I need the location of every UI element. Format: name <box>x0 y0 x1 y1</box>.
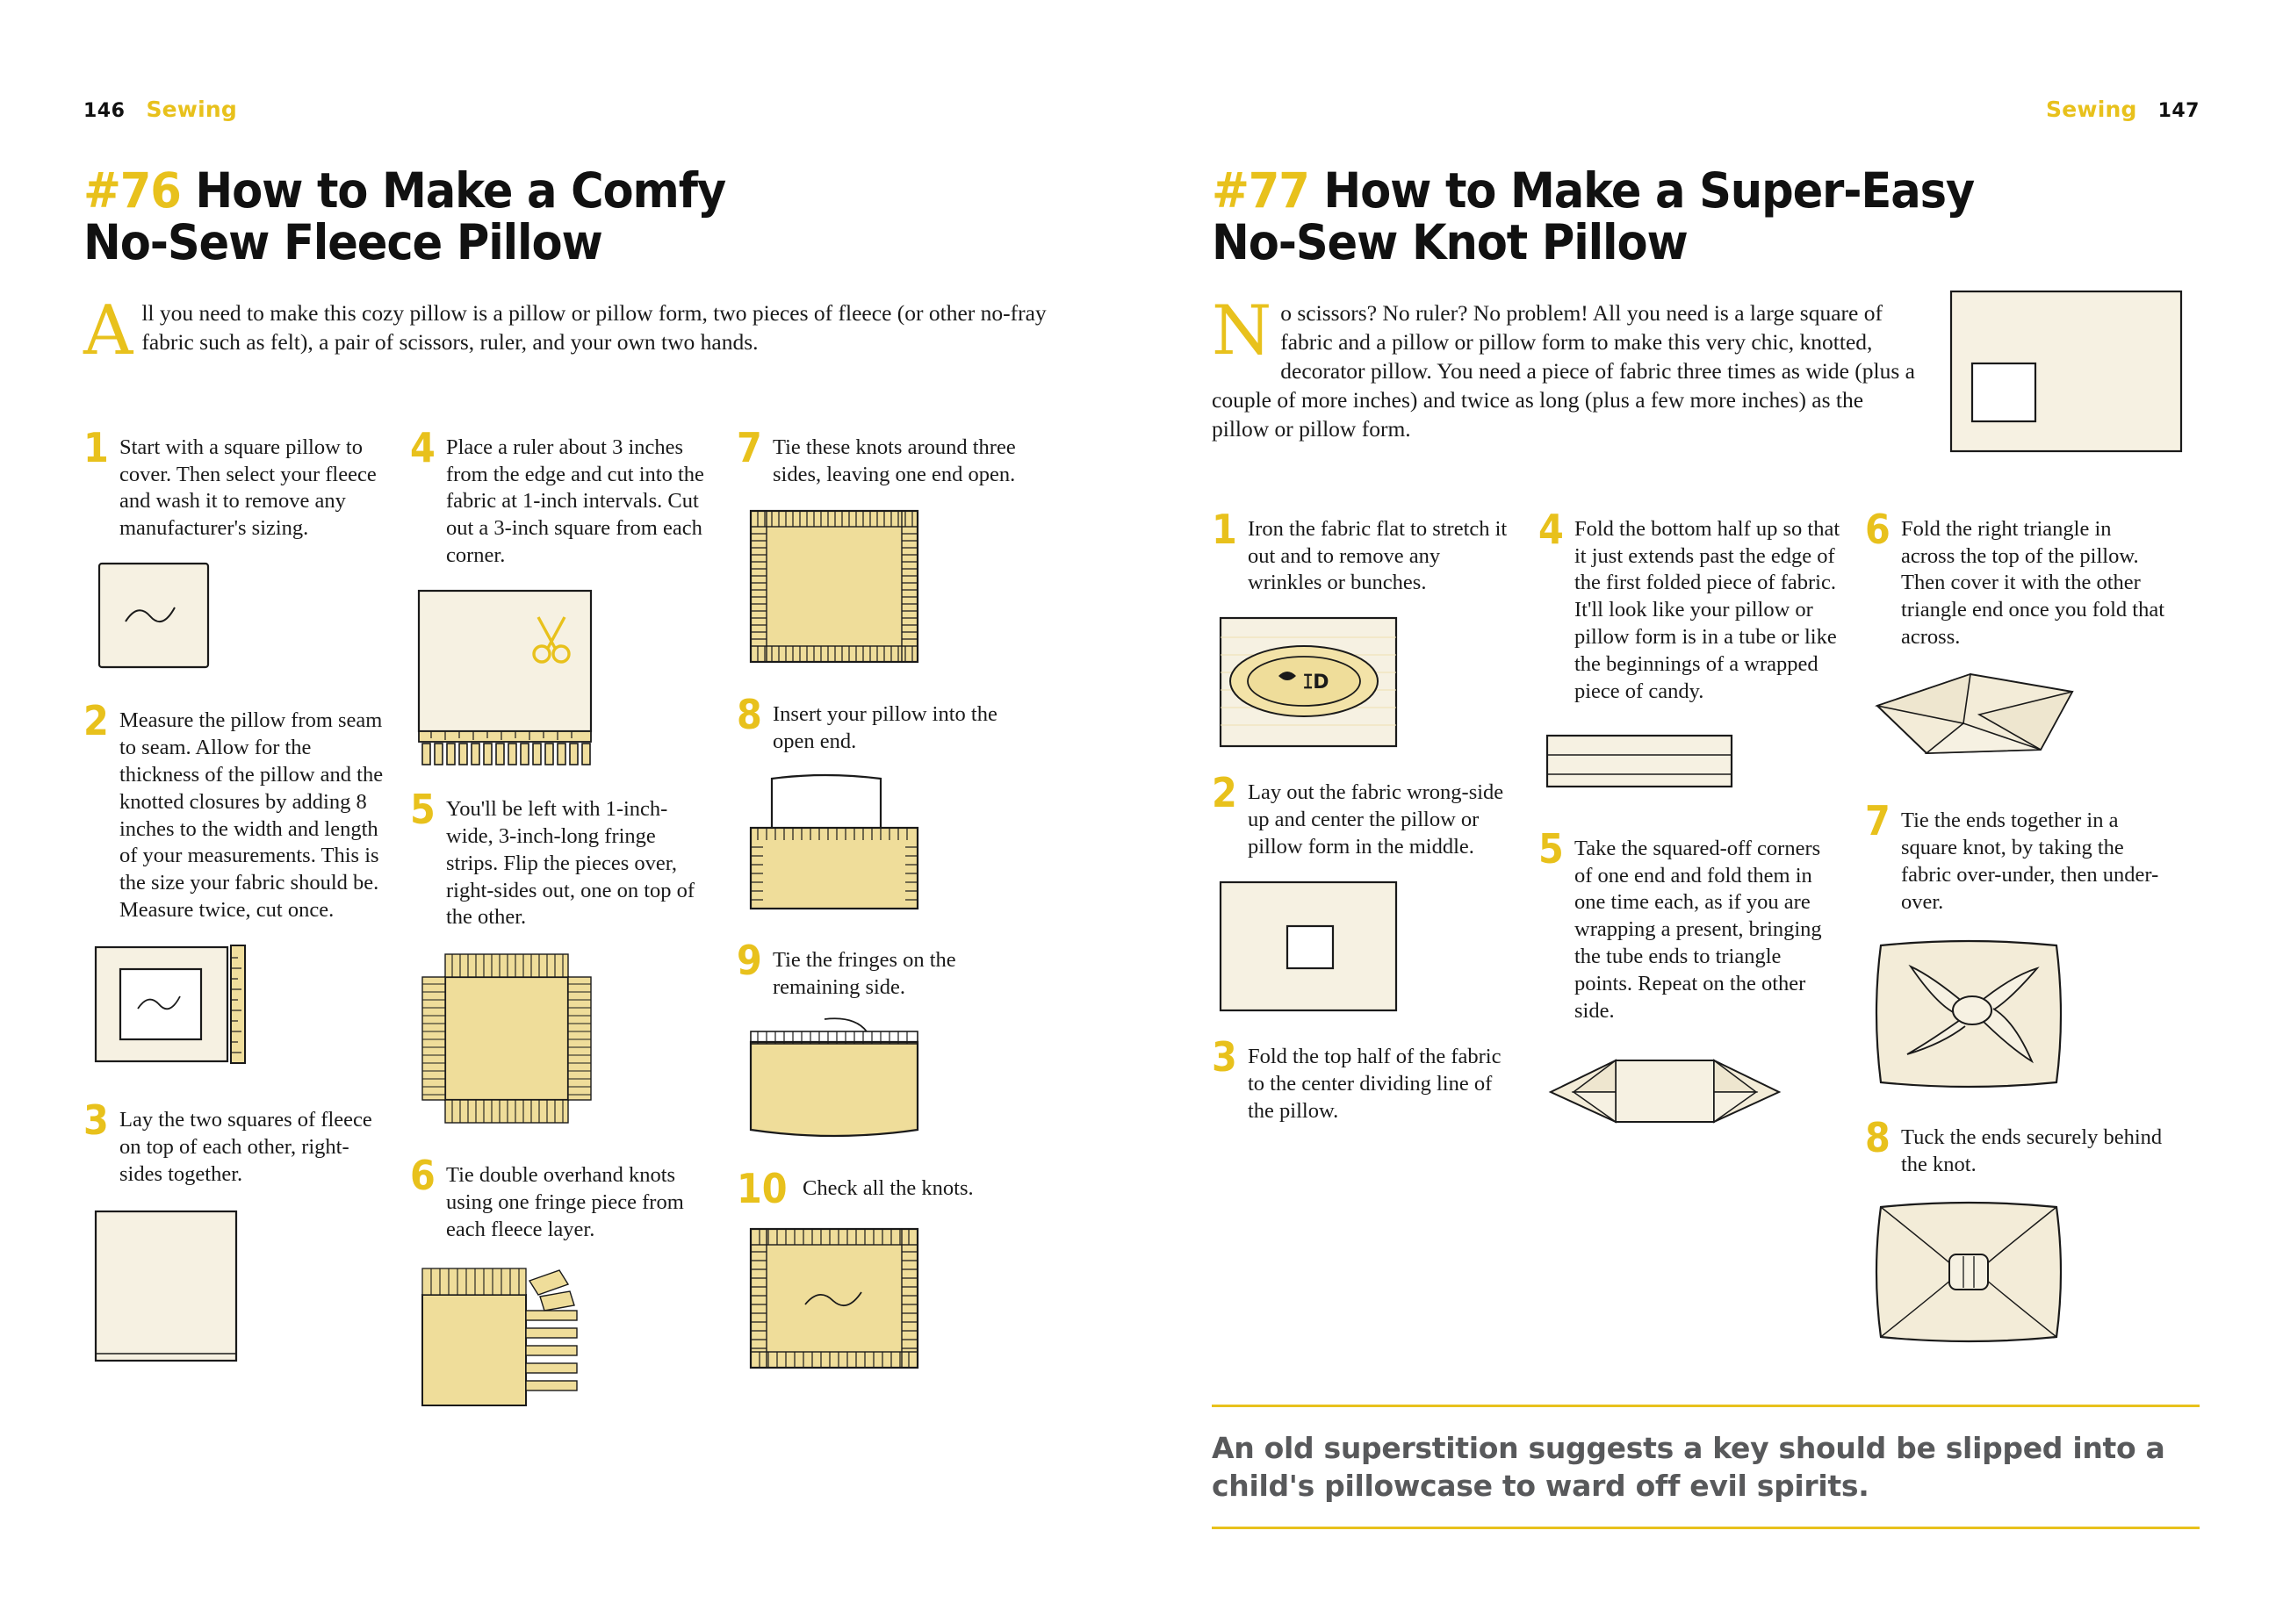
intro-text: o scissors? No ruler? No problem! All you need is a large square of fabric and a pillow or pillow form to make this very chic, knotted, decorator pillow. You need a piece of fabric three times as wide (plus a couple of more inches) and twice as long (plus a few more inches) as the pillow or pillow form. <box>1212 299 1915 442</box>
figure-intro-fabric-with-pillow-form <box>1946 286 2187 466</box>
intro-text: ll you need to make this cozy pillow is a pillow or pillow form, two pieces of fleece (or other no-fray fabric such as felt), a pair of scissors, ruler, and your own two hands. <box>141 299 1047 355</box>
page-title <box>83 162 1002 270</box>
step-text: Tie the ends together in a square knot, by taking the fabric over-under, then under-over. <box>1901 808 2159 914</box>
step-text: Check all the knots. <box>803 1175 974 1200</box>
figure-1-blank-square-pillow <box>83 557 385 684</box>
step-text: Tuck the ends securely behind the knot. <box>1901 1125 2163 1177</box>
step-text: Place a ruler about 3 inches from the edge and cut into the fabric at 1-inch intervals. Cut out a 3-inch square from each corner. <box>446 435 704 568</box>
step-3 <box>83 1096 385 1189</box>
figure-2-pillow-centered-on-fabric <box>1212 875 1514 1020</box>
running-head-right <box>1212 97 2200 132</box>
step-number: 9 <box>737 937 762 985</box>
column-1 <box>83 423 410 1440</box>
title-line-1: How to Make a Super-Easy <box>1323 162 1975 219</box>
drop-cap: A <box>83 291 133 370</box>
step-text: Measure the pillow from seam to seam. Allow for the thickness of the pillow and the knotted closures by adding 8 inches to the width and length of your measurements. This is the size your fabric should be. Measure twice, cut once. <box>119 708 384 923</box>
step-number: 7 <box>737 423 762 471</box>
title-block-left <box>83 162 1071 270</box>
figure-2-pillow-with-ruler <box>83 938 385 1083</box>
steps-columns-left <box>83 423 1071 1440</box>
drop-cap: N <box>1212 291 1272 370</box>
figure-8-inserting-pillow <box>737 770 1039 923</box>
step-number: 8 <box>737 691 762 739</box>
intro-paragraph-left <box>83 291 1071 404</box>
step-4 <box>410 423 712 570</box>
step-text: Insert your pillow into the open end. <box>773 702 997 754</box>
page-folio: 147 <box>2157 100 2200 122</box>
column-1 <box>1212 505 1538 1375</box>
project-number: #77 <box>1212 162 1309 219</box>
steps-columns-right <box>1212 505 2200 1375</box>
step-number: 5 <box>410 785 436 833</box>
page-title <box>1212 162 2130 270</box>
step-number: 3 <box>83 1096 109 1144</box>
step-number: 10 <box>737 1164 788 1212</box>
step-6 <box>1865 505 2167 651</box>
intro-paragraph-right <box>1212 291 1923 444</box>
figure-1-iron-on-fabric <box>1212 611 1514 756</box>
step-text: Fold the right triangle in across the top of the pillow. Then cover it with the other triangle end once you fold that across. <box>1901 516 2165 650</box>
step-text: Tie double overhand knots using one fringe piece from each fleece layer. <box>446 1163 684 1241</box>
step-number: 2 <box>1212 769 1237 817</box>
step-8 <box>1865 1114 2167 1179</box>
step-number: 4 <box>1538 505 1564 553</box>
running-head-left <box>83 97 1071 132</box>
column-2 <box>410 423 737 1440</box>
step-number: 8 <box>1865 1114 1890 1162</box>
figure-10-finished-knotted-pillow <box>737 1220 1039 1383</box>
step-text: Fold the bottom half up so that it just extends past the edge of the first folded piece of fabric. It'll look like your pillow or pillow form is in a tube or like the beginnings of a wrapped piece of candy. <box>1574 516 1840 703</box>
pull-quote: An old superstition suggests a key should be slipped into a child's pillowcase to ward off evil spirits. <box>1212 1405 2200 1529</box>
step-number: 5 <box>1538 824 1564 873</box>
step-number: 7 <box>1865 796 1890 844</box>
title-line-2: No-Sew Knot Pillow <box>1212 213 1688 270</box>
title-block-right <box>1212 162 2200 270</box>
step-text: Lay out the fabric wrong-side up and center the pillow or pillow form in the middle. <box>1248 780 1504 859</box>
figure-3-two-stacked-squares <box>83 1203 385 1383</box>
title-line-1: How to Make a Comfy <box>195 162 726 219</box>
step-text: Take the squared-off corners of one end and fold them in one time each, as if you are wrapping a present, bringing the tube ends to triangle points. Repeat on the other side. <box>1574 836 1822 1023</box>
step-text: Fold the top half of the fabric to the center dividing line of the pillow. <box>1248 1044 1502 1123</box>
step-7 <box>737 423 1039 489</box>
step-4 <box>1538 505 1840 706</box>
figure-9-tying-remaining-side <box>737 1016 1039 1152</box>
step-text: Lay the two squares of fleece on top of each other, right-sides together. <box>119 1108 372 1186</box>
step-number: 2 <box>83 697 109 745</box>
figure-6-triangles-folded-across <box>1865 665 2167 784</box>
step-5 <box>410 785 712 931</box>
step-6 <box>410 1152 712 1244</box>
project-number: #76 <box>83 162 181 219</box>
step-text: Tie these knots around three sides, leaving one end open. <box>773 435 1016 486</box>
step-2 <box>1212 769 1514 861</box>
step-5 <box>1538 824 1840 1025</box>
step-7 <box>1865 796 2167 916</box>
step-1 <box>1212 505 1514 598</box>
figure-7-knotted-three-sides <box>737 502 1039 678</box>
right-page <box>1142 0 2283 1624</box>
step-number: 6 <box>410 1152 436 1200</box>
title-line-2: No-Sew Fleece Pillow <box>83 213 602 270</box>
figure-4-fabric-scissors-ruler <box>410 584 712 772</box>
section-name: Sewing <box>2046 97 2137 122</box>
svg-text:ꕯD: ꕯD <box>1303 672 1329 694</box>
step-2 <box>83 697 385 924</box>
figure-8-finished-knot-pillow <box>1865 1193 2167 1355</box>
figure-5-triangle-corner-folds <box>1538 1039 1840 1149</box>
step-text: Start with a square pillow to cover. Then select your fleece and wash it to remove any manufacturer's sizing. <box>119 435 377 541</box>
step-number: 6 <box>1865 505 1890 553</box>
step-number: 4 <box>410 423 436 471</box>
step-9 <box>737 937 1039 1002</box>
step-1 <box>83 423 385 543</box>
column-3 <box>737 423 1063 1440</box>
column-3 <box>1865 505 2192 1375</box>
figure-6-fringe-knot-tying <box>410 1258 712 1420</box>
figure-4-fabric-folded-into-tube <box>1538 720 1840 812</box>
step-3 <box>1212 1032 1514 1125</box>
step-text: Iron the fabric flat to stretch it out and to remove any wrinkles or bunches. <box>1248 516 1508 595</box>
column-2 <box>1538 505 1865 1375</box>
step-number: 1 <box>83 423 109 471</box>
step-8 <box>737 691 1039 756</box>
page-folio: 146 <box>83 100 126 122</box>
iron-icon <box>1230 646 1378 716</box>
figure-7-square-knot-tied <box>1865 930 2167 1101</box>
step-text: You'll be left with 1-inch-wide, 3-inch-long fringe strips. Flip the pieces over, right-sides out, one on top of the other. <box>446 796 695 930</box>
section-name: Sewing <box>146 97 237 122</box>
step-number: 3 <box>1212 1032 1237 1081</box>
step-10 <box>737 1164 1039 1212</box>
step-text: Tie the fringes on the remaining side. <box>773 948 956 999</box>
figure-5-fringed-square <box>410 945 712 1139</box>
step-number: 1 <box>1212 505 1237 553</box>
